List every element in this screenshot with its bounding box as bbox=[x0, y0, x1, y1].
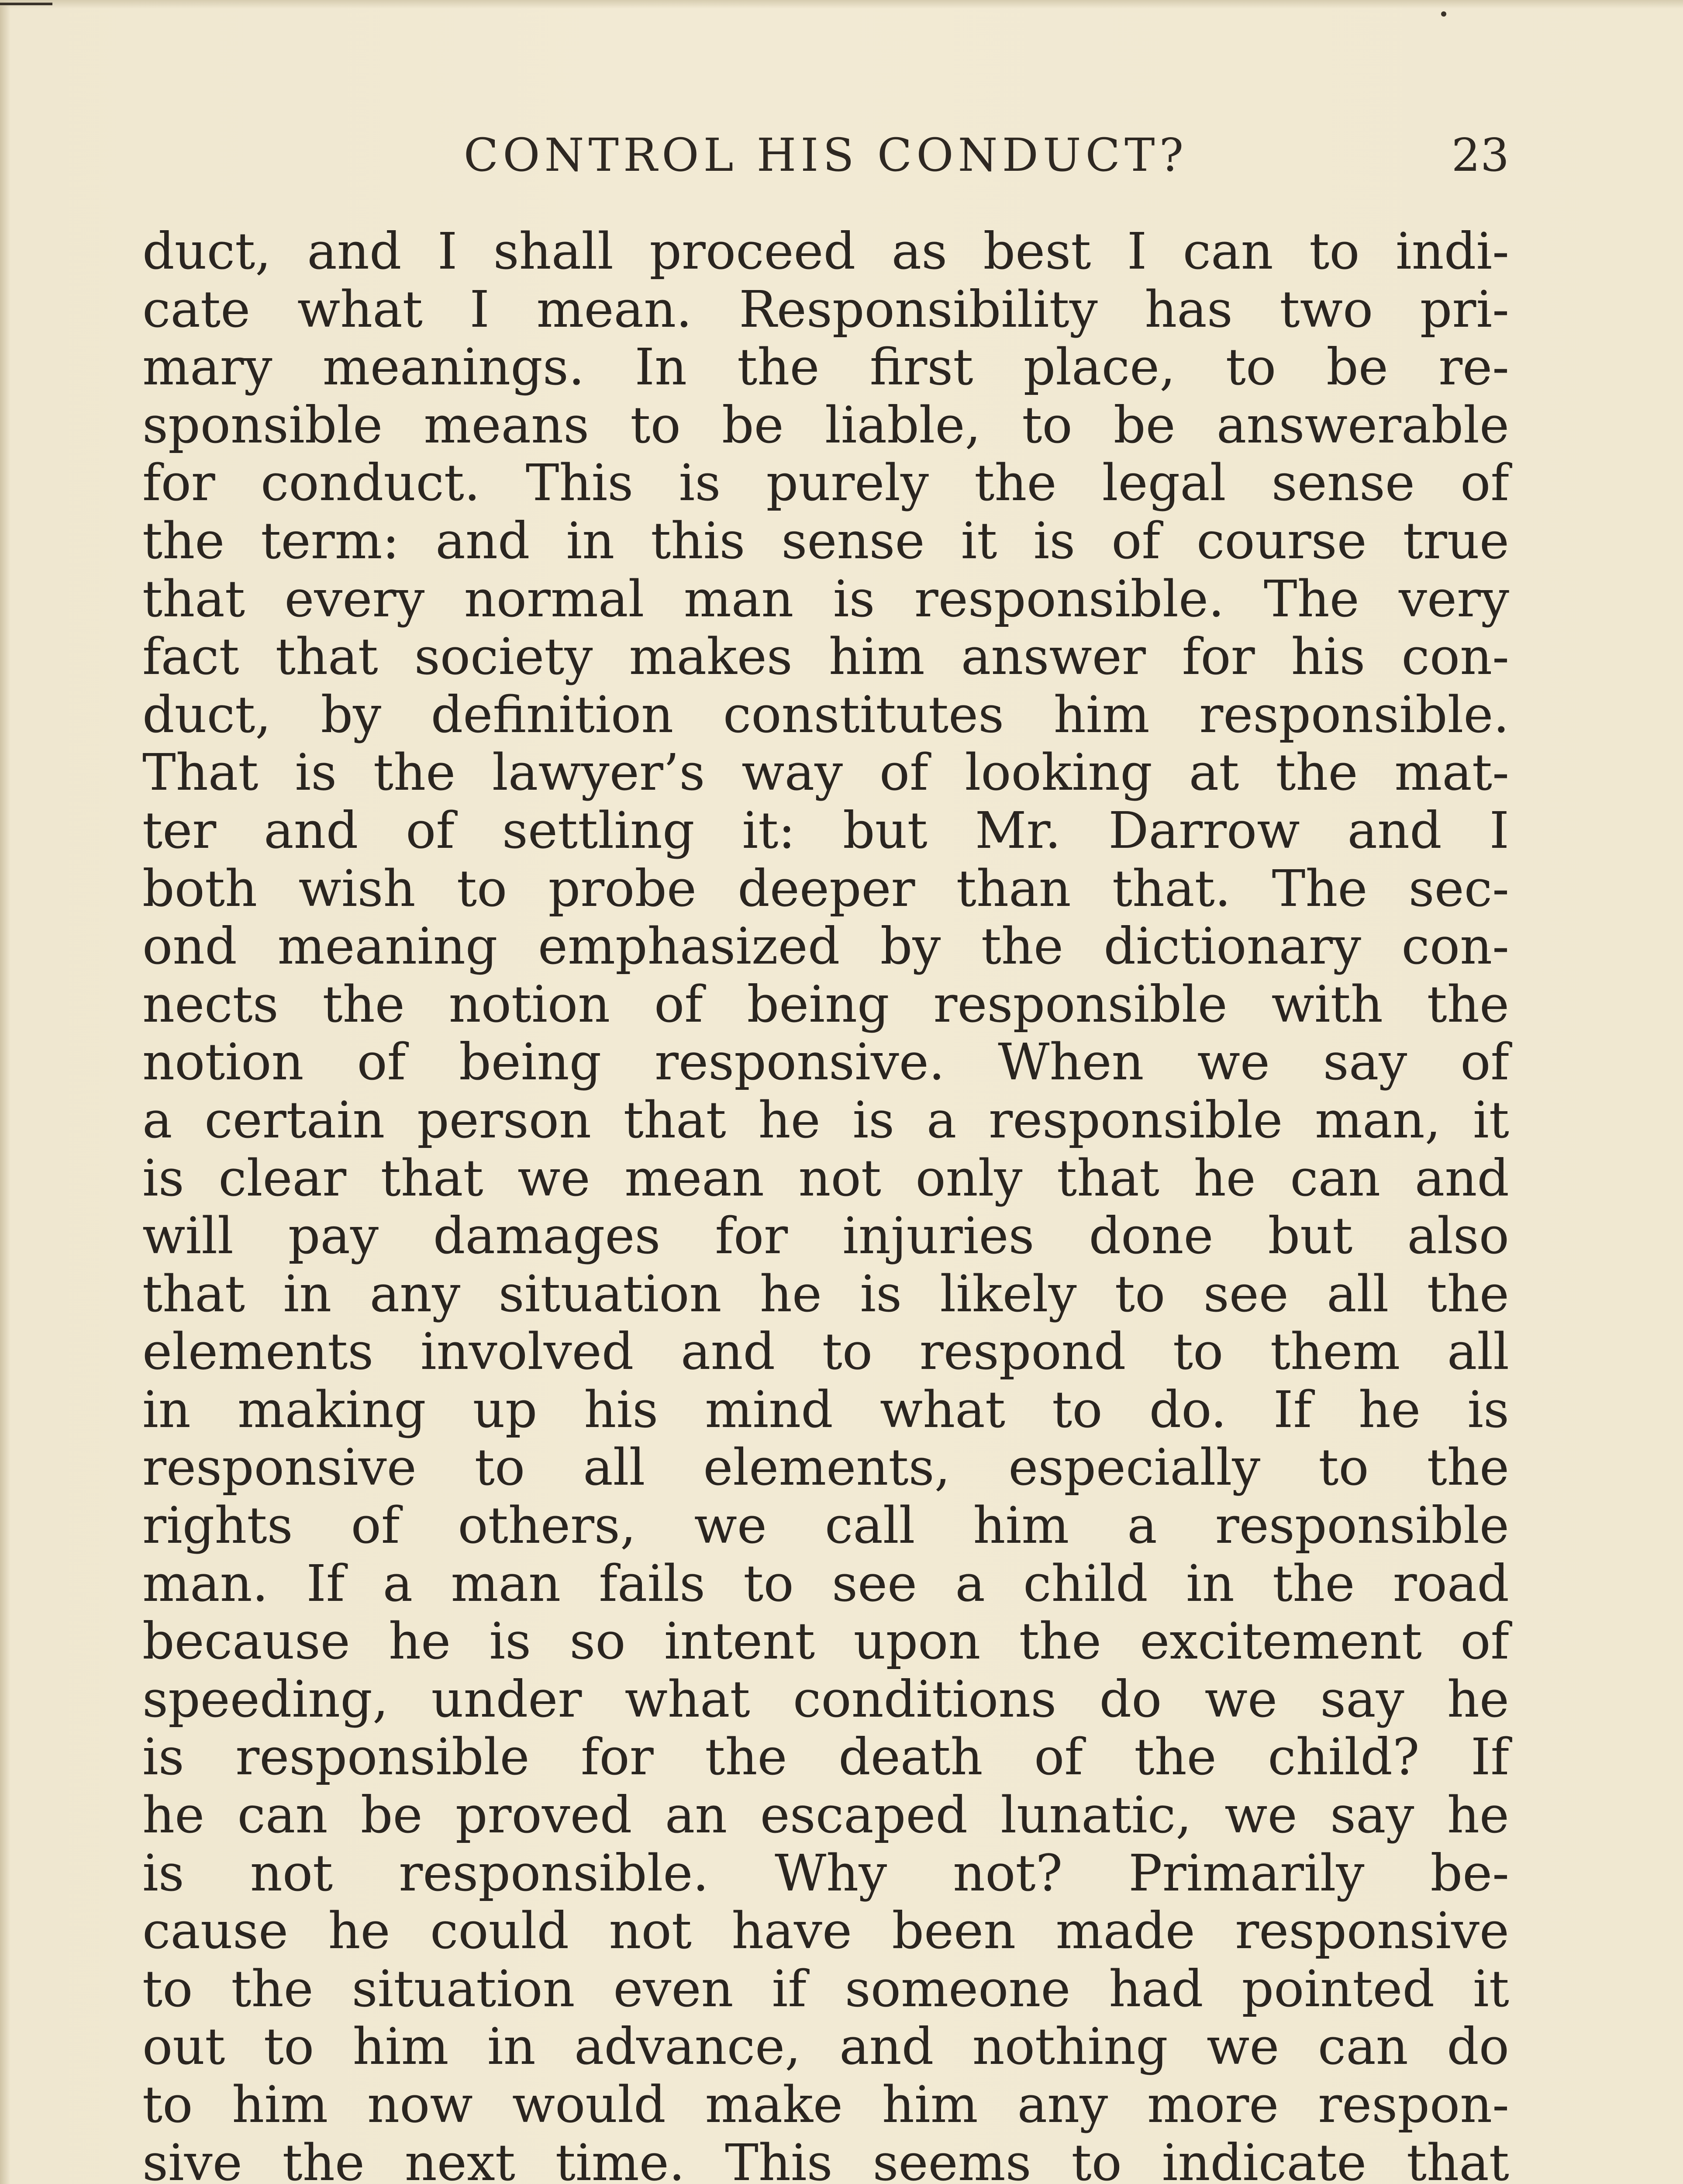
text-line: both wish to probe deeper than that. The sec- bbox=[142, 859, 1509, 918]
body-text bbox=[142, 223, 1509, 2184]
scan-speck bbox=[1441, 11, 1446, 17]
text-line: because he is so intent upon the excitement of bbox=[142, 1612, 1509, 1671]
text-line: mary meanings. In the first place, to be re- bbox=[142, 338, 1509, 397]
text-line: man. If a man fails to see a child in the road bbox=[142, 1554, 1509, 1613]
text-line: that in any situation he is likely to see all the bbox=[142, 1265, 1509, 1324]
text-line: that every normal man is responsible. The very bbox=[142, 570, 1509, 629]
text-line: is not responsible. Why not? Primarily be- bbox=[142, 1844, 1509, 1903]
scan-edge-top bbox=[0, 0, 1683, 9]
text-line: to the situation even if someone had pointed it bbox=[142, 1959, 1509, 2018]
running-head: CONTROL HIS CONDUCT? bbox=[463, 128, 1188, 182]
scan-corner-mark bbox=[0, 3, 52, 5]
text-line: nects the notion of being responsible with the bbox=[142, 975, 1509, 1034]
page-header bbox=[142, 124, 1509, 186]
text-line: out to him in advance, and nothing we can do bbox=[142, 2018, 1509, 2077]
text-line: to him now would make him any more respon- bbox=[142, 2076, 1509, 2134]
text-line: fact that society makes him answer for his con- bbox=[142, 628, 1509, 687]
text-line: duct, and I shall proceed as best I can to indi- bbox=[142, 222, 1509, 281]
text-line: speeding, under what conditions do we say he bbox=[142, 1670, 1509, 1729]
text-line: responsive to all elements, especially to the bbox=[142, 1438, 1509, 1497]
text-line: the term: and in this sense it is of course true bbox=[142, 511, 1509, 570]
text-line: cause he could not have been made responsive bbox=[142, 1902, 1509, 1961]
text-line: he can be proved an escaped lunatic, we say he bbox=[142, 1786, 1509, 1845]
text-line: notion of being responsive. When we say of bbox=[142, 1033, 1509, 1092]
text-line: for conduct. This is purely the legal sense of bbox=[142, 454, 1509, 513]
text-line: in making up his mind what to do. If he is bbox=[142, 1380, 1509, 1439]
scan-edge-left bbox=[0, 0, 10, 2184]
text-line: elements involved and to respond to them all bbox=[142, 1323, 1509, 1382]
text-line: sponsible means to be liable, to be answerable bbox=[142, 396, 1509, 455]
text-line: a certain person that he is a responsible man, it bbox=[142, 1091, 1509, 1150]
text-line: cate what I mean. Responsibility has two pri- bbox=[142, 280, 1509, 339]
text-line: will pay damages for injuries done but also bbox=[142, 1207, 1509, 1266]
text-line: rights of others, we call him a responsible bbox=[142, 1496, 1509, 1555]
text-line: is responsible for the death of the child? If bbox=[142, 1728, 1509, 1787]
text-line: ond meaning emphasized by the dictionary con- bbox=[142, 917, 1509, 976]
text-line: ter and of settling it: but Mr. Darrow and I bbox=[142, 801, 1509, 860]
page-number: 23 bbox=[1451, 128, 1509, 182]
text-line: is clear that we mean not only that he can and bbox=[142, 1149, 1509, 1208]
text-line: duct, by definition constitutes him responsible. bbox=[142, 685, 1509, 744]
text-line: That is the lawyer’s way of looking at the mat- bbox=[142, 743, 1509, 802]
text-line: sive the next time. This seems to indicate that bbox=[142, 2133, 1509, 2184]
